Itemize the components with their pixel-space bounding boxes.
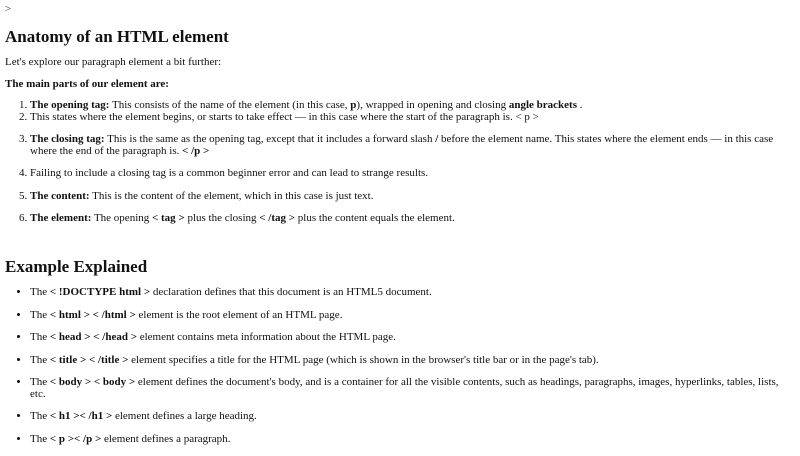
item-tags: < !DOCTYPE html > [49, 286, 151, 298]
item-suffix: element contains meta information about the HTML page. [136, 331, 396, 343]
item-label: The opening tag: [30, 99, 110, 111]
item-text: This is the same as the opening tag, except that it includes a forward slash [104, 133, 436, 145]
item-suffix: element defines a large heading. [112, 410, 257, 422]
item-prefix: The [30, 353, 50, 366]
item-prefix: The [30, 308, 50, 321]
item-text: plus the content equals the element. [295, 212, 455, 224]
list-item-title [30, 355, 790, 367]
heading-example-explained: Example Explained [5, 257, 148, 276]
item-prefix: The [30, 432, 50, 445]
item-tags: < head > < /head > [49, 331, 137, 343]
item-text: before the element name. This states where the element ends — in this case where the end of the paragraph is. [30, 133, 774, 157]
list-item-html [30, 310, 790, 322]
item-text: plus the closing [184, 212, 260, 224]
list-item-body [30, 377, 790, 400]
item-suffix: declaration defines that this document is an HTML5 document. [150, 286, 432, 298]
item-tags: < body > < body > [49, 376, 136, 388]
item-tags: < title > < /title > [49, 353, 129, 366]
item-label: The content: [30, 189, 90, 202]
item-text: Failing to include a closing tag is a common beginner error and can lead to strange results. [30, 167, 429, 179]
item-label: The closing tag: [30, 133, 105, 145]
list-item-begin-note [30, 112, 790, 124]
item-prefix: The [30, 286, 50, 298]
item-prefix: The [30, 410, 50, 422]
item-text: The opening [91, 212, 152, 224]
list-item-doctype [30, 287, 790, 299]
item-tags: < p >< /p > [49, 432, 102, 445]
item-tags: < html > < /html > [49, 308, 136, 321]
item-prefix: The [30, 331, 50, 343]
item-text: ), wrapped in opening and closing [356, 99, 509, 111]
item-text: This is the content of the element, which in this case is just text. [89, 189, 374, 202]
element-parts-list [5, 100, 790, 225]
item-suffix: element defines a paragraph. [101, 432, 231, 445]
example-explained-list [5, 287, 790, 456]
intro-paragraph: Let's explore our paragraph element a bit further: [5, 56, 222, 68]
heading-anatomy: Anatomy of an HTML element [5, 27, 229, 46]
item-suffix: element defines the document's body, and is a container for all the visible contents, such as headings, paragraphs, images, hyperlinks, tables, lists, etc. [30, 376, 779, 400]
item-suffix: element specifies a title for the HTML page (which is shown in the browser's title bar or in the page's tab). [128, 353, 599, 366]
item-text: This consists of the name of the element (in this case, [109, 99, 351, 111]
stray-text: > [5, 3, 12, 15]
item-text: This states where the element begins, or starts to take effect — in this case where the start of the paragraph is. < p > [30, 110, 539, 123]
item-bold: angle brackets [508, 99, 577, 111]
parts-title: The main parts of our element are: [5, 78, 169, 90]
item-prefix: The [30, 376, 50, 388]
item-tags: < h1 >< /h1 > [49, 410, 113, 422]
list-item-content [30, 191, 790, 203]
item-bold: / [435, 133, 439, 145]
list-item-element [30, 213, 790, 225]
list-item-p [30, 434, 790, 446]
item-bold: p [350, 99, 357, 111]
item-label: The element: [30, 212, 92, 224]
list-item-head [30, 332, 790, 344]
item-bold: < /tag > [259, 212, 296, 224]
list-item-closing-tag [30, 134, 790, 157]
item-suffix: element is the root element of an HTML page. [135, 308, 343, 321]
list-item-h1 [30, 411, 790, 423]
item-bold: < tag > [152, 212, 185, 224]
item-bold: < /p > [182, 144, 210, 157]
list-item-failing-note [30, 168, 790, 180]
item-text: . [577, 99, 583, 111]
